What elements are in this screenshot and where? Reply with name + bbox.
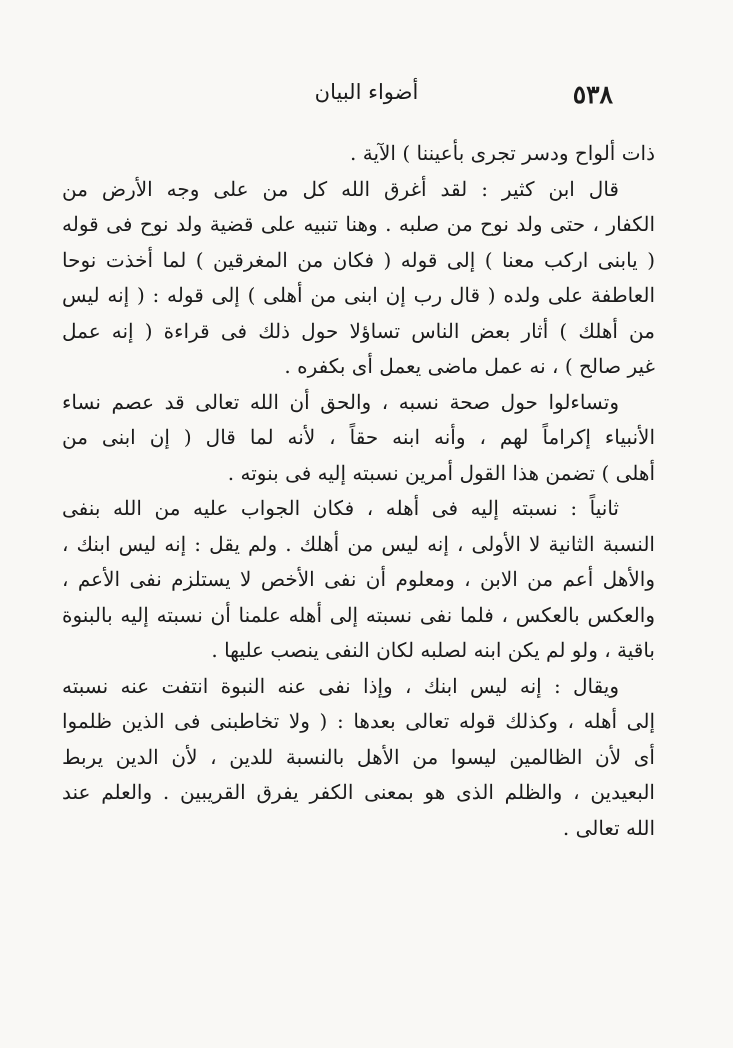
text-line: الكفار ، حتى ولد نوح من صلبه . وهنا تنبيه على قضية ولد نوح فى قوله [62,212,655,236]
text-line: باقية ، ولو لم يكن ابنه لصلبه لكان النفى ينصب عليها . [211,638,655,662]
paragraph [62,491,655,669]
paragraph [62,136,655,172]
paragraph [62,669,655,847]
text-line: إلى أهله ، وكذلك قوله تعالى بعدها : ( ولا تخاطبنى فى الذين ظلموا [62,709,655,733]
text-line: وتساءلوا حول صحة نسبه ، والحق أن الله تعالى قد عصم نساء [62,389,619,414]
text-line: ويقال : إنه ليس ابنك ، وإذا نفى عنه النبوة انتفت عنه نسبته [62,673,619,698]
paragraph [62,385,655,492]
text-line: ثانياً : نسبته إليه فى أهله ، فكان الجواب عليه من الله بنفى [62,496,619,520]
text-line: ( يابنى اركب معنا ) إلى قوله ( فكان من المغرقين ) لما أخذت نوحا [62,247,655,272]
text-line: غير صالح ) ، نه عمل ماضى يعمل أى بكفره . [284,354,655,378]
text-line: العاطفة على ولده ( قال رب إن ابنى من أهلى ) إلى قوله : ( إنه ليس [62,283,655,307]
text-line: قال ابن كثير : لقد أغرق الله كل من على وجه الأرض من [62,176,619,201]
text-line: البعيدين ، والظلم الذى هو بمعنى الكفر يفرق القريبين . والعلم عند [62,780,655,804]
page-body [62,136,655,846]
text-line: الله تعالى . [562,815,655,840]
text-line: ذات ألواح ودسر تجرى بأعيننا ) الآية . [350,141,655,165]
text-line: والعكس بالعكس ، فلما نفى نسبته إلى أهله علمنا أن نسبته إليه بالبنوة [62,602,655,627]
text-line: النسبة الثانية لا الأولى ، إنه ليس من أهلك . ولم يقل : إنه ليس ابنك ، [62,531,655,556]
text-line: والأهل أعم من الابن ، ومعلوم أن نفى الأخص لا يستلزم نفى الأعم ، [62,567,655,591]
page-number: ٥٣٨ [572,80,613,109]
page-header [120,80,613,120]
text-line: أهلى ) تضمن هذا القول أمرين نسبته إليه فى بنوته . [227,460,655,485]
paragraph [62,172,655,385]
text-line: الأنبياء إكراماً لهم ، وأنه ابنه حقاً ، لأنه لما قال ( إن ابنى من [62,425,655,449]
running-title: أضواء البيان [314,80,419,104]
text-line: من أهلك ) أثار بعض الناس تساؤلا حول ذلك فى قراءة ( إنه عمل [62,318,655,343]
text-line: أى لأن الظالمين ليسوا من الأهل بالنسبة للدين ، لأن الدين يربط [62,744,655,769]
